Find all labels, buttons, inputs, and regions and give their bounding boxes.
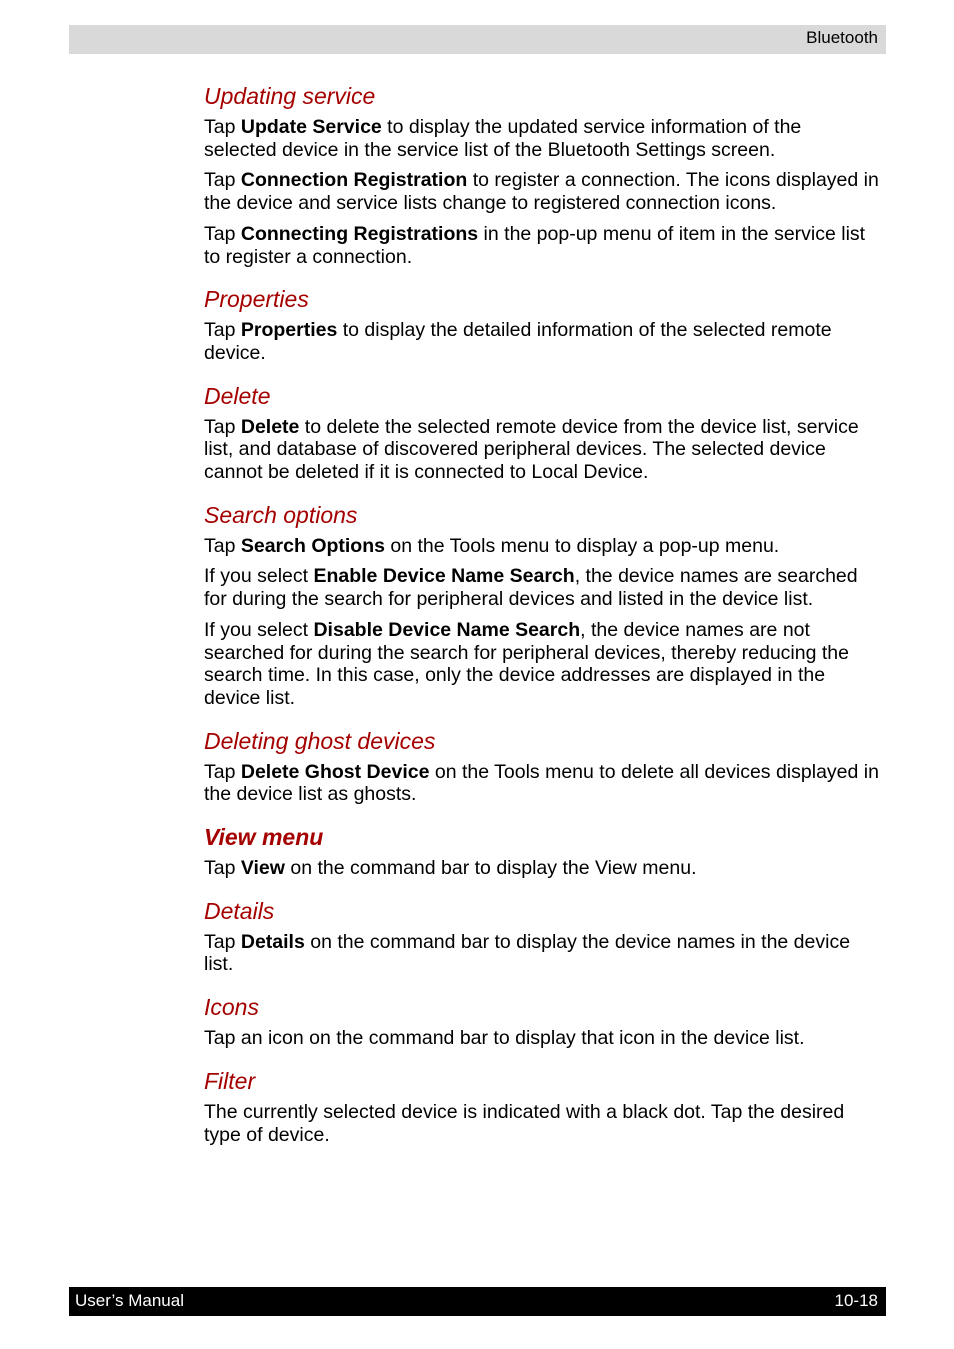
text-run: Tap: [204, 319, 241, 342]
paragraph: [204, 223, 879, 268]
bold-term: Search Options: [240, 534, 385, 557]
section-title: Details: [204, 897, 275, 924]
paragraph: [204, 319, 879, 364]
text-run: Tap: [204, 169, 241, 192]
section: [204, 897, 879, 976]
text-run: Tap: [204, 930, 241, 953]
text-run: to display the detailed information of the selected remote device.: [204, 319, 832, 364]
paragraph: [204, 169, 879, 214]
paragraph: [204, 1101, 879, 1146]
text-run: to display the updated service information of the selected device in the service list of the Bluetooth Settings screen.: [204, 116, 802, 161]
text-run: in the pop-up menu of item in the service list to register a connection.: [204, 222, 866, 268]
text-run: on the command bar to display the View menu.: [284, 857, 697, 880]
text-run: The currently selected device is indicated with a black dot. Tap the desired type of device.: [204, 1100, 845, 1146]
text-run: Tap: [204, 857, 241, 880]
text-run: , the device names are searched for during the search for peripheral devices and listed in the device list.: [204, 565, 858, 611]
bold-term: Connecting Registrations: [240, 222, 479, 245]
bold-term: Connection Registration: [240, 169, 468, 192]
footer-page-number: 10-18: [834, 1291, 878, 1310]
section: [204, 727, 879, 806]
section-title: Delete: [204, 382, 271, 409]
section: [204, 501, 879, 710]
section: [204, 823, 879, 880]
bold-term: Delete Ghost Device: [240, 760, 430, 783]
paragraph: [204, 857, 879, 880]
page-header: [69, 25, 886, 54]
bold-term: Update Service: [240, 116, 382, 138]
paragraph: [204, 1027, 879, 1050]
section-title: Search options: [204, 501, 358, 528]
bold-term: Properties: [240, 319, 338, 342]
page-footer: [69, 1287, 886, 1316]
paragraph: [204, 565, 879, 610]
page-content: [204, 82, 879, 1163]
section-title: View menu: [204, 824, 324, 851]
text-run: Tap: [204, 222, 241, 245]
paragraph: [204, 619, 879, 710]
text-run: on the command bar to display the device names in the device list.: [204, 930, 851, 976]
text-run: Tap an icon on the command bar to display that icon in the device list.: [204, 1027, 805, 1050]
paragraph: [204, 416, 879, 484]
section-title: Properties: [204, 286, 309, 313]
bold-term: Enable Device Name Search: [313, 565, 575, 588]
text-run: Tap: [204, 760, 241, 783]
bold-term: View: [240, 857, 285, 880]
text-run: Tap: [204, 534, 241, 557]
section: [204, 285, 879, 364]
section-title: Filter: [204, 1067, 256, 1094]
text-run: to register a connection. The icons displayed in the device and service lists change to registered connection icons.: [204, 169, 879, 215]
header-title: Bluetooth: [806, 28, 878, 47]
text-run: Tap: [204, 116, 241, 138]
section: [204, 993, 879, 1050]
footer-manual-label: User’s Manual: [75, 1291, 184, 1310]
bold-term: Delete: [240, 415, 300, 438]
bold-term: Disable Device Name Search: [313, 618, 581, 641]
text-run: If you select: [204, 618, 314, 641]
paragraph: [204, 116, 879, 161]
text-run: If you select: [204, 565, 314, 588]
section-title: Icons: [204, 994, 259, 1021]
text-run: Tap: [204, 415, 241, 438]
paragraph: [204, 931, 879, 976]
bold-term: Details: [240, 930, 305, 953]
section: [204, 82, 879, 268]
section: [204, 1067, 879, 1146]
section-title: Deleting ghost devices: [204, 727, 436, 754]
text-run: to delete the selected remote device from the device list, service list, and database of discovered peripheral devices. The selected device cannot be deleted if it is connected to Local Device.: [204, 415, 859, 484]
section: [204, 382, 879, 484]
section-title: Updating service: [204, 83, 376, 109]
text-run: on the Tools menu to delete all devices displayed in the device list as ghosts.: [204, 760, 879, 806]
text-run: , the device names are not searched for during the search for peripheral devices, thereby reducing the search time. In this case, only the device addresses are displayed in the device list.: [204, 618, 849, 709]
text-run: on the Tools menu to display a pop-up menu.: [384, 534, 780, 557]
paragraph: [204, 761, 879, 806]
paragraph: [204, 535, 879, 558]
